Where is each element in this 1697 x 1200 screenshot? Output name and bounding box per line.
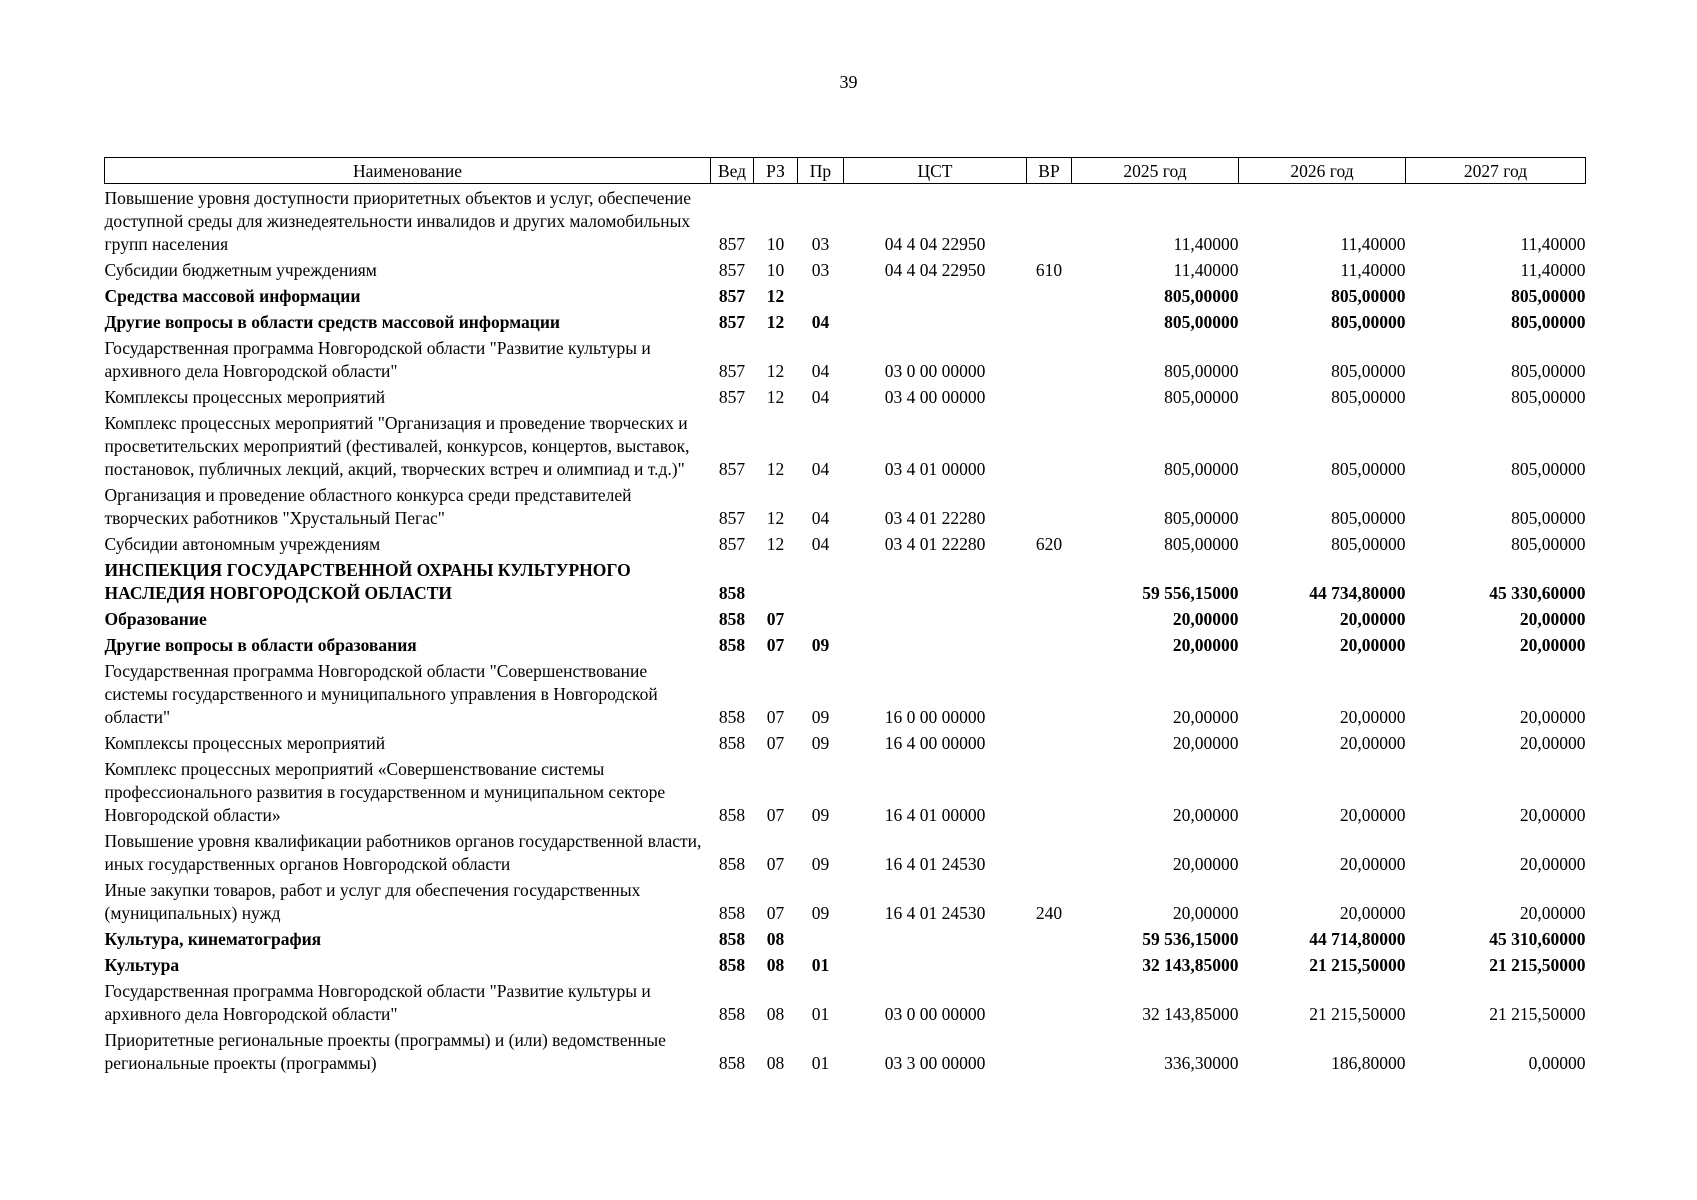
cell-2027: 805,00000 [1511, 286, 1586, 306]
cell-rz: 12 [766, 312, 785, 332]
cell-pr [798, 282, 844, 308]
cell-2027: 21 215,50000 [1489, 955, 1586, 975]
cell-vr [1027, 755, 1072, 827]
cell-2025: 805,00000 [1164, 312, 1239, 332]
cell-rz: 07 [766, 903, 785, 923]
cell-2025: 805,00000 [1164, 534, 1239, 554]
cell-cst: 16 4 01 24530 [884, 854, 986, 874]
cell-2027: 20,00000 [1519, 733, 1586, 753]
cell-2027: 805,00000 [1511, 312, 1586, 332]
cell-2026: 21 215,50000 [1309, 1004, 1406, 1024]
cell-2025: 20,00000 [1172, 707, 1239, 727]
cell-2027: 20,00000 [1519, 903, 1586, 923]
cell-cst [844, 556, 1027, 605]
cell-2027: 20,00000 [1519, 805, 1586, 825]
table-row [105, 951, 1586, 977]
cell-2026: 20,00000 [1339, 707, 1406, 727]
table-row [105, 409, 1586, 481]
cell-rz: 07 [766, 805, 785, 825]
header-cst: ЦСТ [844, 158, 1027, 184]
cell-pr: 09 [811, 733, 830, 753]
cell-ved: 858 [718, 854, 746, 874]
cell-2026: 20,00000 [1339, 635, 1406, 655]
cell-pr: 03 [811, 260, 830, 280]
cell-pr: 09 [811, 635, 830, 655]
cell-cst: 03 4 01 22280 [884, 508, 986, 528]
cell-rz: 10 [766, 260, 785, 280]
cell-cst: 03 0 00 00000 [884, 361, 986, 381]
cell-pr: 04 [811, 534, 830, 554]
cell-vr [1027, 729, 1072, 755]
header-vr: ВР [1027, 158, 1072, 184]
cell-2027: 805,00000 [1511, 508, 1586, 528]
cell-vr [1027, 925, 1072, 951]
cell-2026: 20,00000 [1339, 903, 1406, 923]
cell-ved: 858 [718, 903, 746, 923]
cell-name: Повышение уровня доступности приоритетных объектов и услуг, обеспечение доступной среды для жизнедеятельности инвалидов и других маломобильных групп населения [104, 188, 692, 254]
cell-ved: 858 [718, 583, 746, 603]
cell-vr: 610 [1035, 260, 1063, 280]
cell-vr [1027, 308, 1072, 334]
table-row [105, 1026, 1586, 1075]
table-row [105, 977, 1586, 1026]
cell-2025: 20,00000 [1172, 609, 1239, 629]
cell-cst [844, 308, 1027, 334]
table-header-row [105, 158, 1586, 184]
table-row [105, 256, 1586, 282]
cell-ved: 858 [718, 707, 746, 727]
cell-vr [1027, 409, 1072, 481]
cell-rz: 12 [766, 508, 785, 528]
page-number: 39 [839, 72, 858, 92]
cell-cst: 03 4 01 22280 [884, 534, 986, 554]
cell-pr: 01 [811, 1004, 830, 1024]
cell-name: Другие вопросы в области образования [104, 635, 417, 655]
cell-name: Субсидии бюджетным учреждениям [104, 260, 377, 280]
cell-ved: 857 [718, 286, 746, 306]
cell-ved: 857 [718, 508, 746, 528]
cell-cst: 03 4 00 00000 [884, 387, 986, 407]
header-name: Наименование [105, 158, 711, 184]
cell-cst [844, 951, 1027, 977]
cell-2025: 32 143,85000 [1142, 955, 1239, 975]
cell-pr: 04 [811, 312, 830, 332]
header-ved: Вед [711, 158, 754, 184]
cell-rz: 08 [766, 1053, 785, 1073]
table-row [105, 605, 1586, 631]
cell-vr [1027, 184, 1072, 257]
header-2025: 2025 год [1072, 158, 1239, 184]
cell-name: Государственная программа Новгородской области "Развитие культуры и архивного дела Новгородской области" [104, 338, 651, 381]
cell-2026: 186,80000 [1331, 1053, 1406, 1073]
cell-pr: 01 [811, 1053, 830, 1073]
cell-ved: 858 [718, 929, 746, 949]
cell-name: Организация и проведение областного конкурса среди представителей творческих работников "Хрустальный Пегас" [104, 485, 632, 528]
cell-name: Другие вопросы в области средств массовой информации [104, 312, 561, 332]
cell-2026: 805,00000 [1331, 286, 1406, 306]
cell-name: Культура, кинематография [104, 929, 322, 949]
cell-pr: 09 [811, 707, 830, 727]
budget-table [104, 157, 1586, 1075]
cell-name: Государственная программа Новгородской области "Развитие культуры и архивного дела Новгородской области" [104, 981, 651, 1024]
cell-2025: 59 536,15000 [1142, 929, 1239, 949]
cell-vr [1027, 556, 1072, 605]
cell-2026: 11,40000 [1340, 234, 1406, 254]
cell-vr [1027, 481, 1072, 530]
cell-ved: 858 [718, 955, 746, 975]
cell-2027: 805,00000 [1511, 459, 1586, 479]
cell-ved: 858 [718, 733, 746, 753]
cell-2025: 20,00000 [1172, 903, 1239, 923]
cell-rz: 12 [766, 534, 785, 554]
cell-2025: 20,00000 [1172, 635, 1239, 655]
cell-pr: 01 [811, 955, 830, 975]
cell-cst [844, 631, 1027, 657]
table-row [105, 657, 1586, 729]
cell-pr [798, 605, 844, 631]
table-row [105, 631, 1586, 657]
cell-2026: 805,00000 [1331, 508, 1406, 528]
cell-2025: 59 556,15000 [1142, 583, 1239, 603]
cell-rz: 12 [766, 286, 785, 306]
table-row [105, 925, 1586, 951]
table-row [105, 530, 1586, 556]
cell-2027: 805,00000 [1511, 387, 1586, 407]
cell-rz: 07 [766, 733, 785, 753]
cell-2025: 11,40000 [1173, 234, 1239, 254]
cell-rz: 10 [766, 234, 785, 254]
cell-vr [1027, 383, 1072, 409]
cell-name: Образование [104, 609, 207, 629]
cell-ved: 857 [718, 361, 746, 381]
cell-pr [798, 925, 844, 951]
cell-name: Иные закупки товаров, работ и услуг для обеспечения государственных (муниципальных) нужд [104, 880, 641, 923]
table-row [105, 334, 1586, 383]
cell-pr: 04 [811, 387, 830, 407]
cell-2025: 32 143,85000 [1142, 1004, 1239, 1024]
cell-2026: 20,00000 [1339, 805, 1406, 825]
cell-pr: 03 [811, 234, 830, 254]
cell-ved: 857 [718, 234, 746, 254]
cell-2025: 805,00000 [1164, 286, 1239, 306]
cell-2026: 44 714,80000 [1309, 929, 1406, 949]
cell-2026: 44 734,80000 [1309, 583, 1406, 603]
cell-rz: 08 [766, 1004, 785, 1024]
cell-2025: 805,00000 [1164, 508, 1239, 528]
cell-rz: 12 [766, 387, 785, 407]
cell-vr [1027, 1026, 1072, 1075]
cell-pr: 04 [811, 459, 830, 479]
cell-vr [1027, 334, 1072, 383]
cell-rz [754, 556, 798, 605]
cell-ved: 857 [718, 387, 746, 407]
table-body [105, 184, 1586, 1076]
cell-cst: 16 0 00 00000 [884, 707, 986, 727]
cell-2027: 805,00000 [1511, 361, 1586, 381]
cell-ved: 858 [718, 1004, 746, 1024]
table-row [105, 827, 1586, 876]
cell-ved: 857 [718, 312, 746, 332]
cell-name: Субсидии автономным учреждениям [104, 534, 381, 554]
cell-cst [844, 925, 1027, 951]
cell-2026: 20,00000 [1339, 609, 1406, 629]
table-row [105, 308, 1586, 334]
table-row [105, 876, 1586, 925]
cell-2025: 20,00000 [1172, 733, 1239, 753]
cell-vr [1027, 282, 1072, 308]
cell-2027: 11,40000 [1520, 234, 1586, 254]
cell-vr: 240 [1035, 903, 1063, 923]
table-row [105, 729, 1586, 755]
cell-2027: 11,40000 [1520, 260, 1586, 280]
cell-name: ИНСПЕКЦИЯ ГОСУДАРСТВЕННОЙ ОХРАНЫ КУЛЬТУРНОГО НАСЛЕДИЯ НОВГОРОДСКОЙ ОБЛАСТИ [104, 560, 631, 603]
table-row [105, 755, 1586, 827]
cell-rz: 07 [766, 635, 785, 655]
table-row [105, 556, 1586, 605]
cell-rz: 08 [766, 929, 785, 949]
header-2027: 2027 год [1406, 158, 1586, 184]
cell-rz: 12 [766, 459, 785, 479]
cell-2027: 0,00000 [1528, 1053, 1586, 1073]
cell-rz: 07 [766, 609, 785, 629]
cell-2027: 20,00000 [1519, 854, 1586, 874]
cell-vr [1027, 951, 1072, 977]
cell-2027: 805,00000 [1511, 534, 1586, 554]
cell-name: Культура [104, 955, 180, 975]
header-pr: Пр [798, 158, 844, 184]
cell-cst: 16 4 01 00000 [884, 805, 986, 825]
cell-rz: 07 [766, 854, 785, 874]
cell-pr: 04 [811, 508, 830, 528]
cell-2026: 20,00000 [1339, 733, 1406, 753]
cell-2027: 45 330,60000 [1489, 583, 1586, 603]
cell-rz: 07 [766, 707, 785, 727]
cell-vr [1027, 977, 1072, 1026]
cell-name: Комплекс процессных мероприятий "Организация и проведение творческих и просветительских мероприятий (фестивалей, конкурсов, концертов, выставок, постановок, публичных лекций, акций, творческих встреч и олимпиад и т.д.)" [104, 413, 690, 479]
cell-2027: 20,00000 [1519, 609, 1586, 629]
cell-ved: 858 [718, 805, 746, 825]
cell-pr: 09 [811, 903, 830, 923]
cell-2026: 805,00000 [1331, 361, 1406, 381]
cell-cst: 03 0 00 00000 [884, 1004, 986, 1024]
table-row [105, 184, 1586, 257]
cell-name: Комплексы процессных мероприятий [104, 733, 386, 753]
cell-2025: 805,00000 [1164, 459, 1239, 479]
cell-vr [1027, 827, 1072, 876]
cell-2025: 11,40000 [1173, 260, 1239, 280]
cell-2027: 45 310,60000 [1489, 929, 1586, 949]
cell-pr [798, 556, 844, 605]
cell-2026: 805,00000 [1331, 459, 1406, 479]
cell-ved: 857 [718, 534, 746, 554]
cell-name: Государственная программа Новгородской области "Совершенствование системы государственного и муниципального управления в Новгородской области" [104, 661, 658, 727]
cell-pr: 09 [811, 854, 830, 874]
cell-rz: 12 [766, 361, 785, 381]
cell-2025: 20,00000 [1172, 854, 1239, 874]
cell-2026: 20,00000 [1339, 854, 1406, 874]
cell-cst: 03 3 00 00000 [884, 1053, 986, 1073]
cell-2026: 805,00000 [1331, 312, 1406, 332]
header-rz: РЗ [754, 158, 798, 184]
cell-cst: 04 4 04 22950 [884, 234, 986, 254]
cell-name: Повышение уровня квалификации работников органов государственной власти, иных государственных органов Новгородской области [104, 831, 702, 874]
cell-2026: 21 215,50000 [1309, 955, 1406, 975]
table-row [105, 383, 1586, 409]
table-row [105, 282, 1586, 308]
cell-2026: 805,00000 [1331, 387, 1406, 407]
cell-vr [1027, 605, 1072, 631]
cell-2027: 20,00000 [1519, 707, 1586, 727]
cell-ved: 857 [718, 459, 746, 479]
cell-pr: 09 [811, 805, 830, 825]
cell-cst [844, 282, 1027, 308]
cell-name: Комплексы процессных мероприятий [104, 387, 386, 407]
cell-cst: 16 4 00 00000 [884, 733, 986, 753]
cell-name: Комплекс процессных мероприятий «Совершенствование системы профессионального развития в государственном и муниципальном секторе Новгородской области» [104, 759, 666, 825]
cell-cst [844, 605, 1027, 631]
cell-2025: 805,00000 [1164, 387, 1239, 407]
cell-2025: 20,00000 [1172, 805, 1239, 825]
cell-pr: 04 [811, 361, 830, 381]
cell-rz: 08 [766, 955, 785, 975]
cell-2025: 336,30000 [1164, 1053, 1239, 1073]
cell-vr: 620 [1035, 534, 1063, 554]
cell-2027: 21 215,50000 [1489, 1004, 1586, 1024]
cell-2025: 805,00000 [1164, 361, 1239, 381]
cell-cst: 16 4 01 24530 [884, 903, 986, 923]
header-2026: 2026 год [1239, 158, 1406, 184]
table-row [105, 481, 1586, 530]
cell-vr [1027, 631, 1072, 657]
cell-2026: 805,00000 [1331, 534, 1406, 554]
cell-name: Приоритетные региональные проекты (программы) и (или) ведомственные региональные проекты (программы) [104, 1030, 666, 1073]
cell-ved: 858 [718, 609, 746, 629]
cell-name: Средства массовой информации [104, 286, 361, 306]
cell-ved: 857 [718, 260, 746, 280]
cell-ved: 858 [718, 1053, 746, 1073]
cell-vr [1027, 657, 1072, 729]
cell-2027: 20,00000 [1519, 635, 1586, 655]
cell-2026: 11,40000 [1340, 260, 1406, 280]
cell-cst: 03 4 01 00000 [884, 459, 986, 479]
cell-cst: 04 4 04 22950 [884, 260, 986, 280]
cell-ved: 858 [718, 635, 746, 655]
